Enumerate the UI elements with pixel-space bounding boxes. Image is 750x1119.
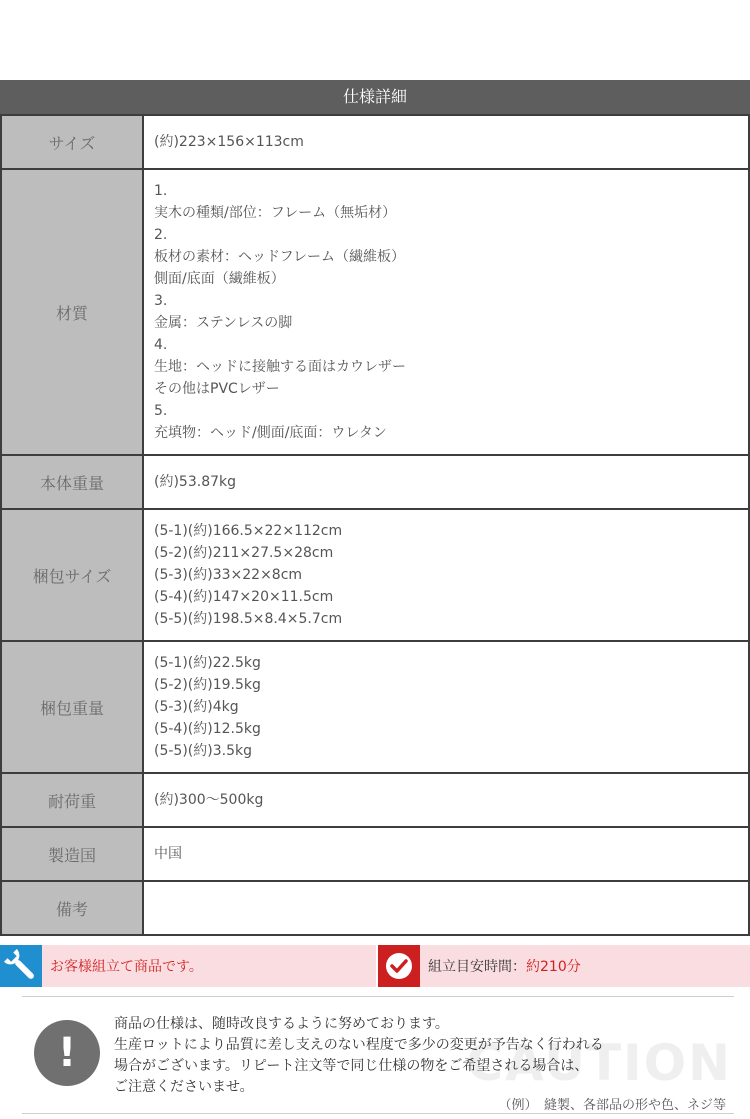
spec-row [1, 455, 749, 509]
assembly-notice-text: お客様組立て商品です。 [50, 959, 203, 975]
spec-value-line: (5-4)(約)147×20×11.5cm [154, 589, 334, 605]
spec-row-label: 製造国 [1, 827, 143, 881]
spec-value-line: (5-2)(約)211×27.5×28cm [154, 545, 334, 561]
spec-value-line: (約)53.87kg [154, 474, 236, 490]
assembly-time-text [428, 945, 581, 987]
spec-row [1, 641, 749, 773]
assembly-time-notice [378, 945, 750, 987]
spec-value-line: 中国 [154, 846, 182, 862]
spec-row [1, 509, 749, 641]
caution-line: 生産ロットにより品質に差し支えのない程度で多少の変更が予告なく行われる [114, 1037, 604, 1053]
caution-text [114, 1014, 674, 1098]
spec-row-label: 梱包サイズ [1, 509, 143, 641]
notice-bar [0, 945, 750, 987]
spec-row-label: 備考 [1, 881, 143, 935]
spec-row-value [143, 881, 749, 935]
spec-value-line: 5. [154, 403, 168, 419]
spec-row-value [143, 455, 749, 509]
spec-value-line: (5-2)(約)19.5kg [154, 677, 261, 693]
caution-bottom-divider [22, 1113, 734, 1114]
spec-row-value [143, 773, 749, 827]
clock-icon [378, 945, 420, 987]
caution-example: （例） 縫製、各部品の形や色、ネジ等 [498, 1098, 726, 1113]
spec-row-value [143, 169, 749, 455]
caution-line: ご注意くださいませ。 [114, 1079, 254, 1095]
spec-value-line: (約)300〜500kg [154, 792, 264, 808]
caution-top-divider [22, 996, 734, 997]
spec-row-label: 耐荷重 [1, 773, 143, 827]
spec-value-line: (5-1)(約)166.5×22×112cm [154, 523, 343, 539]
spec-row-label: 本体重量 [1, 455, 143, 509]
spec-row-label: 梱包重量 [1, 641, 143, 773]
spec-value-line: 側面/底面（繊維板） [154, 271, 285, 287]
spec-row-value [143, 641, 749, 773]
caution-line: 商品の仕様は、随時改良するように努めております。 [114, 1016, 449, 1032]
spec-value-line: (約)223×156×113cm [154, 134, 304, 150]
assembly-time-label: 組立目安時間： [428, 959, 526, 975]
spec-value-line: 充填物：ヘッド/側面/底面：ウレタン [154, 425, 387, 441]
spec-value-line: (5-5)(約)198.5×8.4×5.7cm [154, 611, 343, 627]
caution-watermark: CAUTION [466, 1034, 732, 1092]
spec-row [1, 827, 749, 881]
spec-row-value [143, 509, 749, 641]
spec-table [0, 114, 750, 936]
spec-row-label: 材質 [1, 169, 143, 455]
spec-value-line: その他はPVCレザー [154, 381, 280, 397]
caution-section [22, 996, 734, 1114]
spec-value-line: (5-5)(約)3.5kg [154, 743, 252, 759]
exclamation-icon: ! [34, 1020, 100, 1086]
spec-row-value [143, 827, 749, 881]
spec-row-label: サイズ [1, 115, 143, 169]
wrench-icon [0, 945, 42, 987]
spec-title: 仕様詳細 [0, 80, 750, 114]
spec-row [1, 115, 749, 169]
spec-value-line: 2. [154, 227, 168, 243]
spec-value-line: (5-1)(約)22.5kg [154, 655, 261, 671]
spec-row [1, 881, 749, 935]
spec-value-line: 金属：ステンレスの脚 [154, 315, 293, 331]
caution-line: 場合がございます。リピート注文等で同じ仕様の物をご希望される場合は、 [114, 1058, 589, 1074]
spec-value-line: 4. [154, 337, 168, 353]
spec-value-line: 1. [154, 183, 168, 199]
assembly-notice [0, 945, 376, 987]
spec-value-line: (5-4)(約)12.5kg [154, 721, 261, 737]
spec-row [1, 169, 749, 455]
spec-value-line: 実木の種類/部位：フレーム（無垢材） [154, 205, 397, 221]
spec-value-line: 板材の素材：ヘッドフレーム（繊維板） [154, 249, 406, 265]
spec-value-line: 3. [154, 293, 168, 309]
spec-value-line: (5-3)(約)4kg [154, 699, 239, 715]
spec-section [0, 80, 750, 936]
spec-row-value [143, 115, 749, 169]
spec-row [1, 773, 749, 827]
spec-value-line: 生地：ヘッドに接触する面はカウレザー [154, 359, 406, 375]
assembly-time-value: 約210分 [526, 959, 581, 975]
spec-value-line: (5-3)(約)33×22×8cm [154, 567, 303, 583]
